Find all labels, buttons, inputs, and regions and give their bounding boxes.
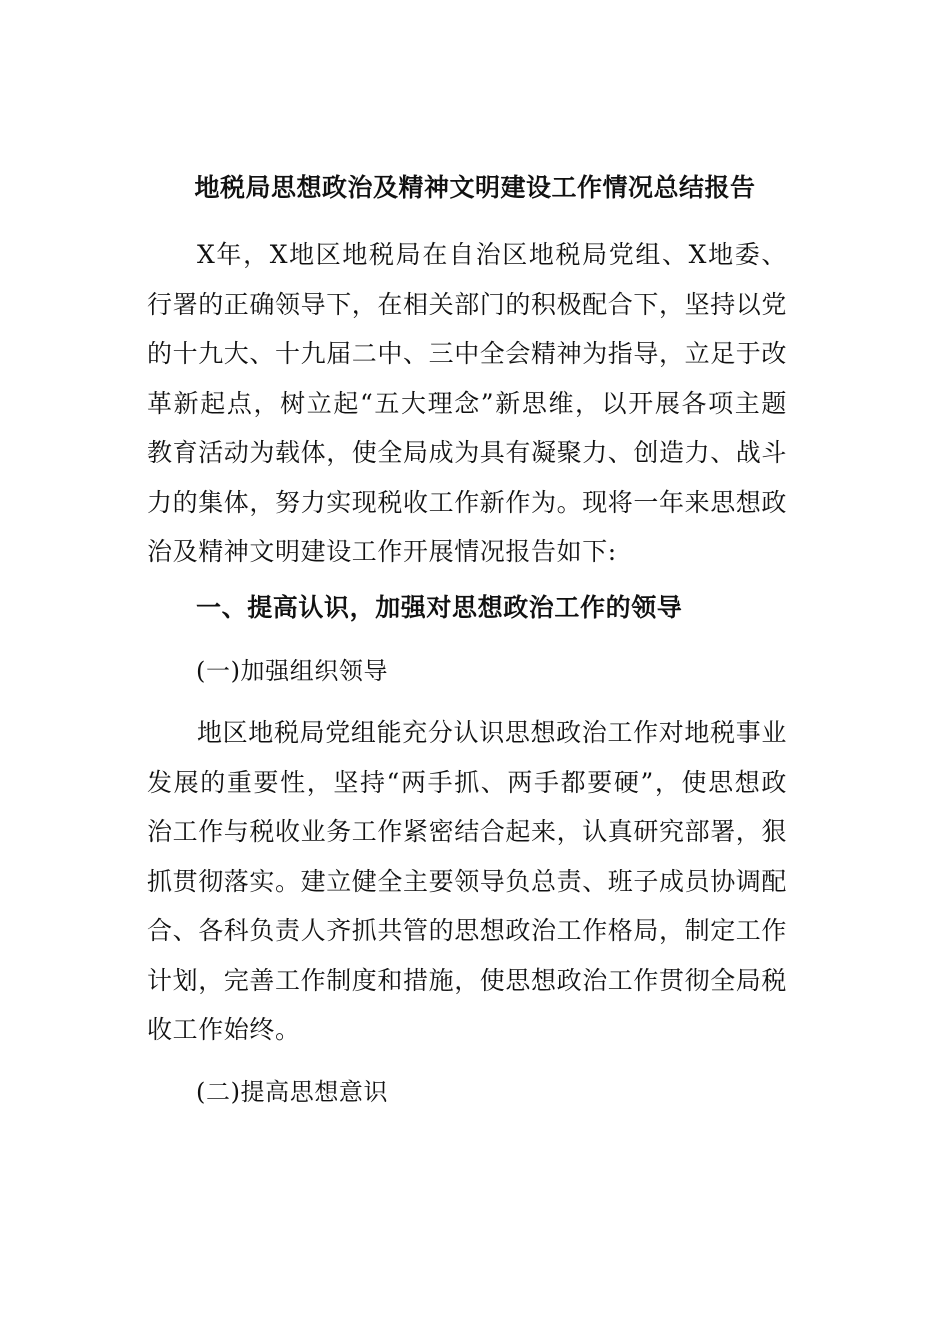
- subsection-heading-1: (一)加强组织领导: [196, 657, 389, 685]
- section-heading-1: 一、提高认识，加强对思想政治工作的领导: [196, 593, 683, 622]
- document-title: 地税局思想政治及精神文明建设工作情况总结报告: [194, 173, 756, 202]
- subsection-body-1: 地区地税局党组能充分认识思想政治工作对地税事业发展的重要性，坚持“两手抓、两手都要硬”，使思想政治工作与税收业务工作紧密结合起来，认真研究部署，狠抓贯彻落实。建立健全主要领导负总责、班子成员协调配合、各科负责人齐抓共管的思想政治工作格局，制定工作计划，完善工作制度和措施，使思想政治工作贯彻全局税收工作始终。: [147, 718, 788, 1044]
- subsection-heading-2: (二)提高思想意识: [196, 1078, 389, 1106]
- intro-paragraph: X年，X地区地税局在自治区地税局党组、X地委、行署的正确领导下，在相关部门的积极配合下，坚持以党的十九大、十九届二中、三中全会精神为指导，立足于改革新起点，树立起“五大理念”新思维，以开展各项主题教育活动为载体，使全局成为具有凝聚力、创造力、战斗力的集体，努力实现税收工作新作为。现将一年来思想政治及精神文明建设工作开展情况报告如下:: [147, 240, 788, 566]
